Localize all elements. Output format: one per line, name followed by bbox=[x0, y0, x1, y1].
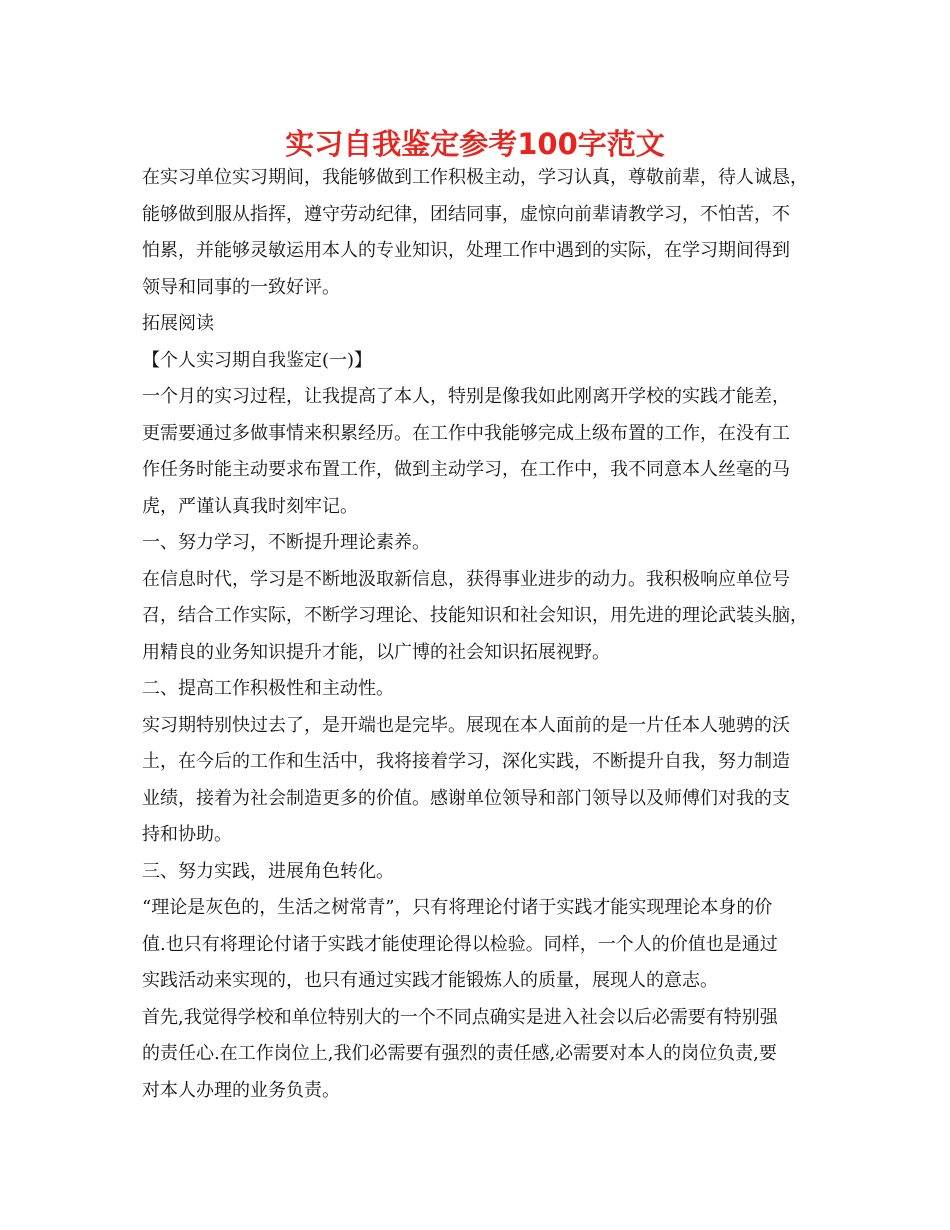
document-body bbox=[142, 160, 827, 1109]
paragraph-line: 虎，严谨认真我时刻牢记。 bbox=[142, 495, 358, 517]
section-heading: 拓展阅读 bbox=[142, 313, 214, 334]
section-heading: 【个人实习期自我鉴定(一)】 bbox=[142, 349, 373, 371]
paragraph-line: 的责任心.在工作岗位上,我们必需要有强烈的责任感,必需要对本人的岗位负责,要 bbox=[142, 1043, 777, 1064]
paragraph-line: 作任务时能主动要求布置工作，做到主动学习，在工作中，我不同意本人丝毫的马 bbox=[142, 459, 790, 480]
paragraph-line: 用精良的业务知识提升才能，以广博的社会知识拓展视野。 bbox=[142, 641, 610, 663]
paragraph-line: 值.也只有将理论付诸于实践才能使理论得以检验。同样，一个人的价值也是通过 bbox=[142, 933, 778, 955]
paragraph-line: 实习期特别快过去了，是开端也是完毕。展现在本人面前的是一片任本人驰骋的沃 bbox=[142, 714, 790, 736]
paragraph-line: 召，结合工作实际，不断学习理论、技能知识和社会知识，用先进的理论武装头脑， bbox=[142, 605, 808, 626]
paragraph-line: 一个月的实习过程，让我提高了本人，特别是像我如此刚离开学校的实践才能差， bbox=[142, 386, 790, 407]
paragraph-line: 业绩，接着为社会制造更多的价值。感谢单位领导和部门领导以及师傅们对我的支 bbox=[142, 787, 790, 809]
paragraph-line: 能够做到服从指挥，遵守劳动纪律，团结同事，虚惊向前辈请教学习，不怕苦，不 bbox=[142, 203, 790, 225]
paragraph-line: 怕累，并能够灵敏运用本人的专业知识，处理工作中遇到的实际，在学习期间得到 bbox=[142, 240, 790, 261]
paragraph-line: 更需要通过多做事情来积累经历。在工作中我能够完成上级布置的工作，在没有工 bbox=[142, 422, 790, 444]
paragraph-line: 实践活动来实现的，也只有通过实践才能锻炼人的质量，展现人的意志。 bbox=[142, 970, 718, 991]
paragraph-line: 首先,我觉得学校和单位特别大的一个不同点确实是进入社会以后必需要有特别强 bbox=[142, 1006, 778, 1028]
paragraph-line: “理论是灰色的，生活之树常青”，只有将理论付诸于实践才能实现理论本身的价 bbox=[142, 897, 773, 918]
paragraph-line: 领导和同事的一致好评。 bbox=[142, 276, 340, 298]
section-heading: 二、提高工作积极性和主动性。 bbox=[142, 678, 394, 699]
paragraph-line: 土，在今后的工作和生活中，我将接着学习，深化实践，不断提升自我，努力制造 bbox=[142, 751, 790, 772]
paragraph-line: 对本人办理的业务负责。 bbox=[142, 1079, 340, 1101]
paragraph-line: 在实习单位实习期间，我能够做到工作积极主动，学习认真，尊敬前辈，待人诚恳， bbox=[142, 167, 808, 188]
section-heading: 三、努力实践，进展角色转化。 bbox=[142, 860, 394, 882]
paragraph-line: 在信息时代，学习是不断地汲取新信息，获得事业进步的动力。我积极响应单位号 bbox=[142, 568, 790, 590]
section-heading: 一、努力学习，不断提升理论素养。 bbox=[142, 532, 430, 553]
paragraph-line: 持和协助。 bbox=[142, 824, 232, 845]
document-title: 实习自我鉴定参考100字范文 bbox=[285, 127, 665, 161]
